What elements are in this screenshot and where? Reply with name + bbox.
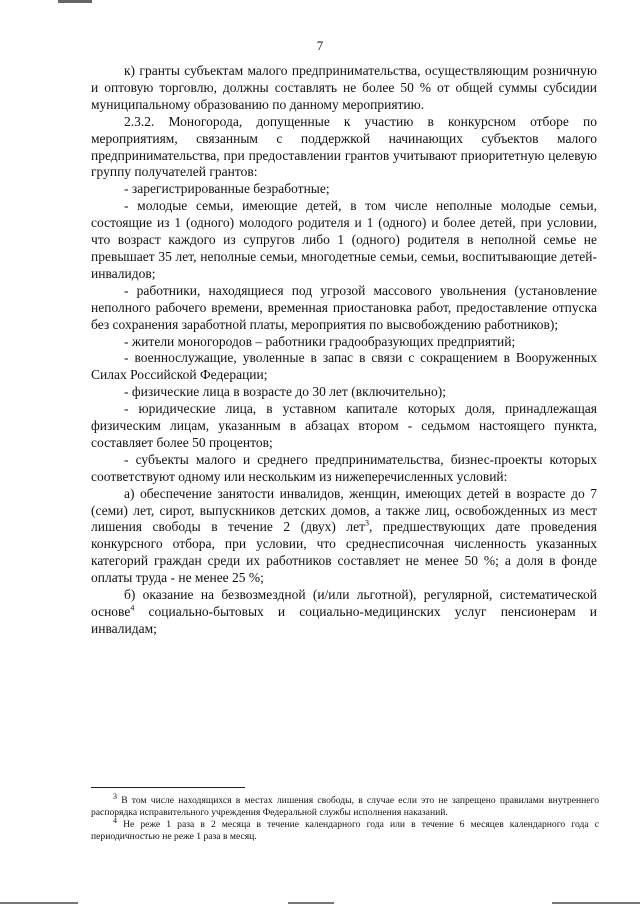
- condition-a: [91, 486, 597, 587]
- footnote-4: [91, 815, 599, 843]
- condition-b-text-cont: социально-бытовых и социально-медицинских услуг пенсионерам и инвалидам;: [91, 604, 597, 636]
- scan-edge-mark: [552, 902, 640, 904]
- condition-b-text: б) оказание на безвозмездной (и/или льготной), регулярной, систематической основе: [91, 587, 597, 619]
- list-item-sme: - субъекты малого и среднего предпринимательства, бизнес-проекты которых соответствуют одному или нескольким из нижеперечисленных условий:: [91, 451, 597, 484]
- footnote-3: [91, 791, 599, 819]
- footnote-mark-3: 3: [113, 791, 117, 801]
- list-item-unemployed: - зарегистрированные безработные;: [124, 181, 330, 197]
- page-number: 7: [316, 38, 324, 53]
- scan-edge-mark: [0, 902, 78, 904]
- list-item-legal-entities: - юридические лица, в уставном капитале которых доля, принадлежащая физическим лицам, указанным в абзацах втором - седьмом настоящего пункта, составляет более 50 процентов;: [91, 401, 597, 450]
- paragraph-2-3-2: 2.3.2. Моногорода, допущенные к участию в конкурсном отборе по мероприятиям, связанным с поддержкой начинающих субъектов малого предпринимательства, при предоставлении грантов учитывают приоритетную целевую группу получателей грантов:: [91, 113, 597, 180]
- scan-edge-mark: [288, 902, 334, 904]
- condition-a-text-cont: , предшествующих дате проведения конкурсного отбора, при условии, что среднесписочная численность указанных категорий граждан среди их работников составляет не менее 50 %; а доля в фонде оплаты труда - не менее 25 %;: [91, 519, 597, 586]
- document-body: [91, 63, 597, 638]
- footnote-ref-4[interactable]: 4: [130, 603, 135, 613]
- list-item-monotown-residents: - жители моногородов – работники градообразующих предприятий;: [124, 333, 516, 349]
- footnote-mark-4: 4: [113, 815, 117, 825]
- list-item-young-individuals: - физические лица в возрасте до 30 лет (включительно);: [124, 384, 446, 400]
- paragraph-k: к) гранты субъектам малого предпринимательства, осуществляющим розничную и оптовую торговлю, должны составлять не более 50 % от общей суммы субсидии муниципальному образованию по данному мероприятию.: [91, 63, 597, 112]
- list-item-military-reserve: - военнослужащие, уволенные в запас в связи с сокращением в Вооруженных Силах Российской Федерации;: [91, 350, 597, 383]
- footnote-divider: [91, 787, 245, 788]
- scan-edge-mark: [58, 0, 92, 3]
- footnote-3-text: В том числе находящихся в местах лишения свободы, в случае если это не запрещено правилами внутреннего распорядка исправительного учреждения Федеральной службы исполнения наказаний.: [91, 795, 599, 818]
- list-item-workers-layoff: - работники, находящиеся под угрозой массового увольнения (установление неполного рабочего времени, временная приостановка работ, предоставление отпуска без сохранения заработной платы, мероприятия по высвобождению работников);: [91, 282, 597, 332]
- footnote-ref-3[interactable]: 3: [364, 518, 369, 528]
- list-item-young-families: - молодые семьи, имеющие детей, в том числе неполные молодые семьи, состоящие из 1 (одного) молодого родителя и 1 (одного) и более детей, при условии, что возраст каждого из супругов либо 1 (одного) родителя в неполной семье не превышает 35 лет, неполные семьи, многодетные семьи, семьи, воспитывающие детей-инвалидов;: [91, 198, 597, 281]
- footnote-4-text: Не реже 1 раза в 2 месяца в течение календарного года или в течение 6 месяцев календарного года с периодичностью не реже 1 раза в месяц.: [91, 819, 599, 842]
- condition-a-text: а) обеспечение занятости инвалидов, женщин, имеющих детей в возрасте до 7 (семи) лет, сирот, выпускников детских домов, а также лиц, освобожденных из мест лишения свободы в течение 2 (двух) лет: [91, 485, 597, 535]
- footnotes: [91, 791, 599, 843]
- condition-b: [91, 587, 597, 638]
